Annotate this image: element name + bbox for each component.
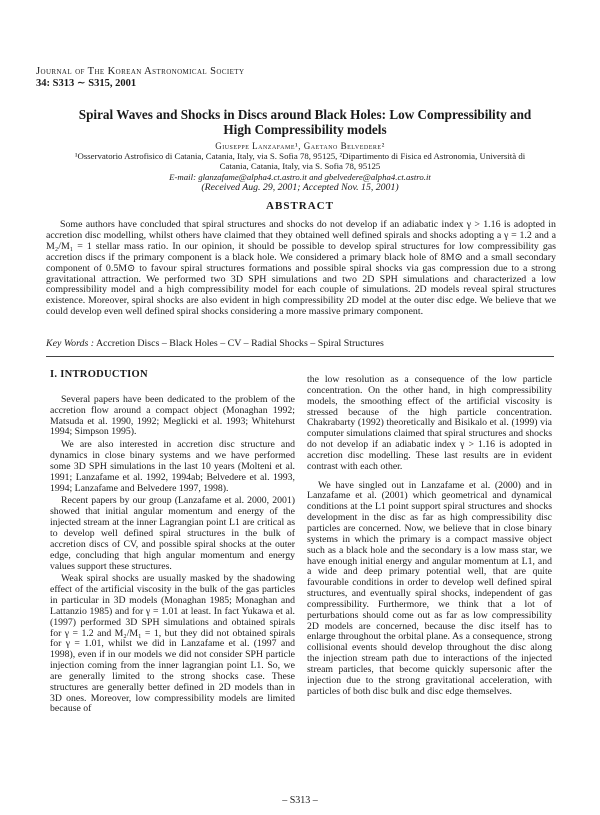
affiliation-line-2: Catania, Catania, Italy, via S. Sofia 78, 95125 — [219, 161, 381, 172]
journal-header — [36, 66, 244, 90]
paragraph: the low resolution as a consequence of the low particle concentration. On the other hand, in high compressibility models, the smoothing effect of the artificial viscosity is stressed because of the high particle concentration. Chakrabarty (1992) theoretically and Bisikalo et al. (1999) via computer simulations claimed that spiral structures and shocks do not develop if an adiabatic index γ > 1.16 is adopted in accretion disc modelling. These last results are in evident contrast with each other. — [307, 374, 552, 472]
author-email: E-mail: glanzafame@alpha4.ct.astro.it and gbelvedere@alpha4.ct.astro.it — [169, 171, 431, 182]
page-number: – S313 – — [282, 795, 318, 806]
journal-volume: 34: S313 ∼ S315, 2001 — [36, 78, 137, 89]
keywords — [46, 338, 556, 350]
journal-name: Journal of The Korean Astronomical Society — [36, 66, 245, 77]
paragraph: We are also interested in accretion disc structure and dynamics in close binary systems and we have performed some 3D SPH simulations in the last 10 years (Molteni et al. 1991; Lanzafame et al. 1992, 1994ab; Belvedere et al. 1993, 1994; Lanzafame and Belvedere 1997, 1998). — [50, 439, 295, 494]
received-dates: (Received Aug. 29, 2001; Accepted Nov. 15, 2001) — [201, 181, 399, 193]
section-heading: I. INTRODUCTION — [50, 369, 148, 380]
right-column — [307, 375, 552, 697]
paragraph: We have singled out in Lanzafame et al. (2000) and in Lanzafame et al. (2001) which geometrical and dynamical conditions at the L1 point support spiral structures and shocks development in the disc as far as high compressibility disc particles are concerned. Now, we believe that in close binary systems in which the primary is a compact massive object such as a black hole and the secondary is a low mass star, we have enough initial energy and angular momentum at L1, and a wide and deep primary potential well, that are quite favourable conditions in order to develop well defined spiral structures, and eventually spiral shocks, independent of gas compressibility. Furthermore, we think that a lot of perturbations should come out as far as low compressibility 2D models are concerned, because the disc itself has to enlarge throughout the orbital plane. As a consequence, strong collisional events should develop throughout the disc along the injection stream path due to interactions of the injected stream particles, that become quickly supersonic after the injection due to the strong gravitational acceleration, with particles of both disc bulk and disc edge themselves. — [307, 479, 552, 697]
abstract-text: Some authors have concluded that spiral structures and shocks do not develop if an adiabatic index γ > 1.16 is adopted in accretion disc modelling, whilst others have claimed that they obtained well defined spirals and shocks adopting a γ = 1.2 and a M₂/M₁ = 1 stellar mass ratio. In our opinion, it should be possible to develop spiral structures for low compressibility gas accretion discs if the primary component is a black hole. We considered a primary black hole of 8M⊙ and a small secondary component of 0.5M⊙ to favour spiral structures formations and possible spiral shocks via gas compression due to a strong gravitational attraction. We performed two 3D SPH simulations and two 2D SPH simulations and characterized a low compressibility model and a high compressibility model for each couple of simulations. 2D models reveal spiral structures existence. Moreover, spiral shocks are also evident in high compressibility 2D model at the outer disc edge. We believe that we could develop even well defined spiral shocks considering a more massive primary component. — [46, 219, 556, 318]
paragraph: Weak spiral shocks are usually masked by the shadowing effect of the artificial viscosity in the bulk of the gas particles in particular in 3D models (Monaghan 1985; Monaghan and Lattanzio 1985) and for γ = 1.01 at least. In fact Yukawa et al. (1997) performed 3D SPH simulations and obtained spirals for γ = 1.2 and M₂/M₁ = 1, but they did not obtained spirals for γ = 1.01, whilst we did in Lanzafame et al. (1997 and 1998), even if in our models we did not consider SPH particle injection coming from the inner lagrangian point L1. So, we are generally limited to the strong shocks case. These structures are generally better defined in 2D models than in 3D ones. Moreover, low compressibility models are limited because of — [50, 573, 295, 715]
author-names: Giuseppe Lanzafame¹, Gaetano Belvedere² — [215, 141, 385, 151]
author-block — [30, 141, 570, 194]
title-line-2: High Compressibility models — [223, 122, 387, 137]
keywords-list: Accretion Discs – Black Holes – CV – Radial Shocks – Spiral Structures — [94, 338, 384, 349]
affiliation-line-1: ¹Osservatorio Astrofisico di Catania, Catania, Italy, via S. Sofia 78, 95125, ²Dipartimento di Fisica ed Astronomia, Università di — [74, 151, 526, 162]
left-column — [50, 370, 295, 715]
abstract-heading: ABSTRACT — [266, 200, 334, 212]
keywords-label: Key Words : — [46, 338, 95, 349]
paragraph: Recent papers by our group (Lanzafame et al. 2000, 2001) showed that initial angular momentum and energy of the injected stream at the inner Lagrangian point L1 are critical as to develop well defined spiral structures in the bulk of accretion discs of CV, and possible spiral shocks at the outer edge, concluding that high angular momentum and energy values support these structures. — [50, 495, 295, 572]
paragraph: Several papers have been dedicated to the problem of the accretion flow around a compact object (Monaghan 1992; Matsuda et al. 1990, 1992; Meglicki et al. 1993; Whitehurst 1994; Simpson 1995). — [50, 393, 295, 438]
section-divider — [46, 356, 554, 357]
paper-title — [40, 107, 570, 137]
title-line-1: Spiral Waves and Shocks in Discs around Black Holes: Low Compressibility and — [78, 107, 532, 122]
